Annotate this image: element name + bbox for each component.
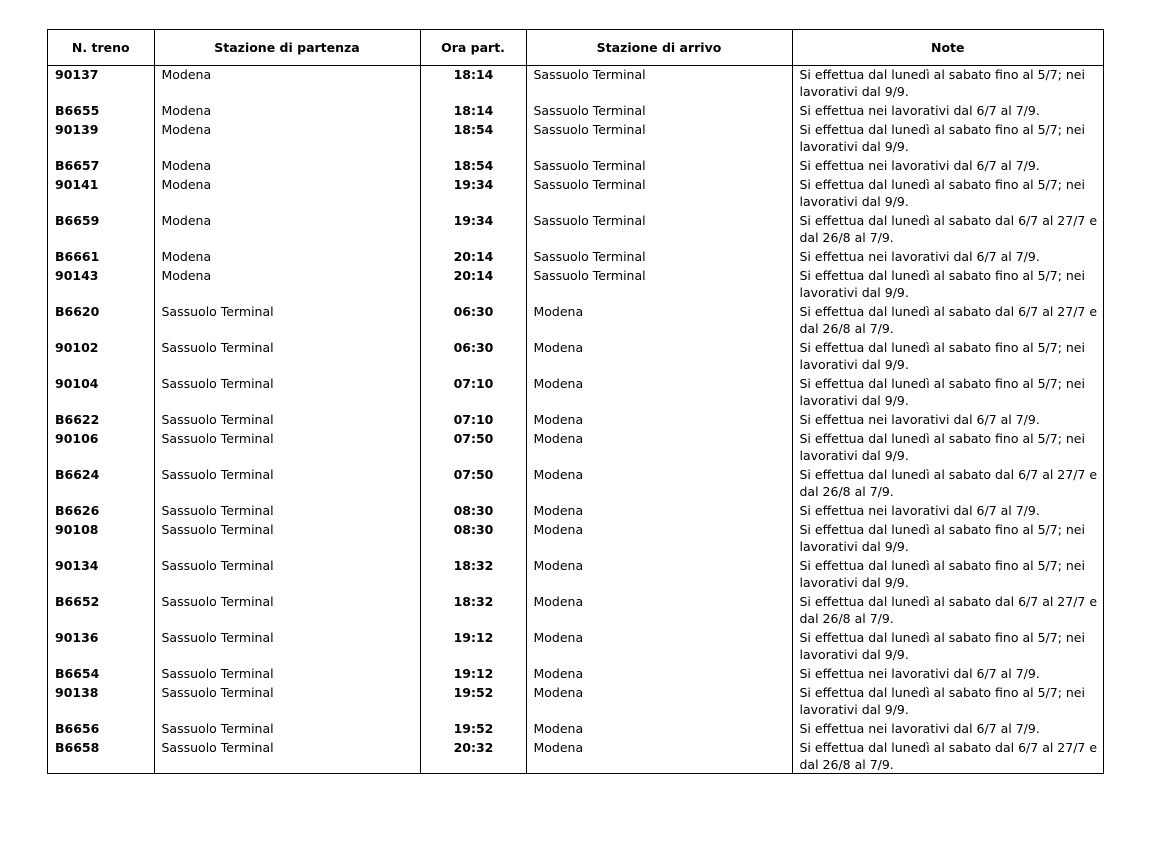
note-cell: Si effettua dal lunedì al sabato fino al 5/7; nei lavorativi dal 9/9. xyxy=(799,431,1085,463)
train-number-cell: 90139 xyxy=(48,121,154,157)
table-row xyxy=(48,339,1103,375)
header-train-number: N. treno xyxy=(48,30,154,66)
note-cell: Si effettua dal lunedì al sabato fino al 5/7; nei lavorativi dal 9/9. xyxy=(799,122,1085,154)
table-row xyxy=(48,629,1103,665)
departure-time-cell: 18:14 xyxy=(420,102,526,121)
departure-station-cell: Modena xyxy=(154,66,420,103)
departure-time-cell: 20:32 xyxy=(420,739,526,773)
departure-station-cell: Sassuolo Terminal xyxy=(154,593,420,629)
table-row xyxy=(48,720,1103,739)
train-number-cell: 90138 xyxy=(48,684,154,720)
arrival-station-cell: Sassuolo Terminal xyxy=(526,267,792,303)
note-cell: Si effettua dal lunedì al sabato fino al 5/7; nei lavorativi dal 9/9. xyxy=(799,630,1085,662)
train-number-cell: B6659 xyxy=(48,212,154,248)
header-arrival-station: Stazione di arrivo xyxy=(526,30,792,66)
departure-station-cell: Modena xyxy=(154,157,420,176)
arrival-station-cell: Modena xyxy=(526,521,792,557)
departure-station-cell: Sassuolo Terminal xyxy=(154,684,420,720)
train-number-cell: 90102 xyxy=(48,339,154,375)
train-number-cell: B6657 xyxy=(48,157,154,176)
departure-time-cell: 06:30 xyxy=(420,339,526,375)
note-cell: Si effettua nei lavorativi dal 6/7 al 7/9. xyxy=(799,412,1040,427)
departure-time-cell: 18:54 xyxy=(420,121,526,157)
table-row xyxy=(48,684,1103,720)
table-header xyxy=(48,30,1103,66)
table-row xyxy=(48,66,1103,103)
departure-time-cell: 06:30 xyxy=(420,303,526,339)
departure-station-cell: Sassuolo Terminal xyxy=(154,339,420,375)
train-number-cell: B6652 xyxy=(48,593,154,629)
table-row xyxy=(48,267,1103,303)
departure-station-cell: Sassuolo Terminal xyxy=(154,502,420,521)
train-timetable xyxy=(48,30,1103,773)
departure-time-cell: 19:34 xyxy=(420,212,526,248)
note-cell: Si effettua dal lunedì al sabato fino al 5/7; nei lavorativi dal 9/9. xyxy=(799,340,1085,372)
note-cell: Si effettua dal lunedì al sabato fino al 5/7; nei lavorativi dal 9/9. xyxy=(799,522,1085,554)
train-number-cell: B6654 xyxy=(48,665,154,684)
note-cell: Si effettua dal lunedì al sabato fino al 5/7; nei lavorativi dal 9/9. xyxy=(799,177,1085,209)
table-row xyxy=(48,557,1103,593)
table-row xyxy=(48,739,1103,773)
departure-station-cell: Sassuolo Terminal xyxy=(154,375,420,411)
train-number-cell: 90136 xyxy=(48,629,154,665)
header-departure-station: Stazione di partenza xyxy=(154,30,420,66)
train-number-cell: B6626 xyxy=(48,502,154,521)
note-cell: Si effettua dal lunedì al sabato dal 6/7 al 27/7 e dal 26/8 al 7/9. xyxy=(799,304,1098,336)
train-number-cell: 90143 xyxy=(48,267,154,303)
table-row xyxy=(48,176,1103,212)
departure-time-cell: 20:14 xyxy=(420,267,526,303)
note-cell: Si effettua dal lunedì al sabato fino al 5/7; nei lavorativi dal 9/9. xyxy=(799,67,1085,99)
train-number-cell: B6620 xyxy=(48,303,154,339)
train-number-cell: 90137 xyxy=(48,66,154,103)
arrival-station-cell: Modena xyxy=(526,339,792,375)
train-number-cell: B6655 xyxy=(48,102,154,121)
note-cell: Si effettua nei lavorativi dal 6/7 al 7/9. xyxy=(799,503,1040,518)
table-row xyxy=(48,102,1103,121)
table-row xyxy=(48,593,1103,629)
table-row xyxy=(48,212,1103,248)
departure-time-cell: 08:30 xyxy=(420,502,526,521)
departure-station-cell: Sassuolo Terminal xyxy=(154,720,420,739)
note-cell: Si effettua dal lunedì al sabato dal 6/7 al 27/7 e dal 26/8 al 7/9. xyxy=(799,467,1098,499)
departure-time-cell: 19:34 xyxy=(420,176,526,212)
table-row xyxy=(48,411,1103,430)
departure-station-cell: Modena xyxy=(154,212,420,248)
note-cell: Si effettua dal lunedì al sabato dal 6/7 al 27/7 e dal 26/8 al 7/9. xyxy=(799,740,1098,772)
departure-time-cell: 07:10 xyxy=(420,411,526,430)
note-cell: Si effettua nei lavorativi dal 6/7 al 7/9. xyxy=(799,103,1040,118)
departure-station-cell: Sassuolo Terminal xyxy=(154,739,420,773)
note-cell: Si effettua nei lavorativi dal 6/7 al 7/9. xyxy=(799,721,1040,736)
departure-time-cell: 20:14 xyxy=(420,248,526,267)
departure-station-cell: Modena xyxy=(154,248,420,267)
arrival-station-cell: Modena xyxy=(526,375,792,411)
arrival-station-cell: Sassuolo Terminal xyxy=(526,157,792,176)
train-number-cell: 90106 xyxy=(48,430,154,466)
departure-time-cell: 18:32 xyxy=(420,557,526,593)
departure-station-cell: Sassuolo Terminal xyxy=(154,466,420,502)
arrival-station-cell: Modena xyxy=(526,593,792,629)
arrival-station-cell: Modena xyxy=(526,466,792,502)
train-number-cell: 90108 xyxy=(48,521,154,557)
departure-time-cell: 08:30 xyxy=(420,521,526,557)
arrival-station-cell: Modena xyxy=(526,430,792,466)
departure-station-cell: Sassuolo Terminal xyxy=(154,557,420,593)
table-row xyxy=(48,665,1103,684)
arrival-station-cell: Sassuolo Terminal xyxy=(526,121,792,157)
departure-time-cell: 07:50 xyxy=(420,430,526,466)
note-cell: Si effettua nei lavorativi dal 6/7 al 7/9. xyxy=(799,666,1040,681)
departure-station-cell: Sassuolo Terminal xyxy=(154,521,420,557)
header-departure-time: Ora part. xyxy=(420,30,526,66)
departure-time-cell: 19:52 xyxy=(420,684,526,720)
arrival-station-cell: Sassuolo Terminal xyxy=(526,66,792,103)
arrival-station-cell: Modena xyxy=(526,502,792,521)
train-number-cell: B6661 xyxy=(48,248,154,267)
departure-time-cell: 07:50 xyxy=(420,466,526,502)
note-cell: Si effettua dal lunedì al sabato dal 6/7 al 27/7 e dal 26/8 al 7/9. xyxy=(799,594,1098,626)
departure-time-cell: 19:12 xyxy=(420,665,526,684)
table-row xyxy=(48,502,1103,521)
departure-station-cell: Sassuolo Terminal xyxy=(154,665,420,684)
train-number-cell: B6656 xyxy=(48,720,154,739)
departure-time-cell: 19:52 xyxy=(420,720,526,739)
departure-station-cell: Sassuolo Terminal xyxy=(154,303,420,339)
table-row xyxy=(48,121,1103,157)
timetable-container xyxy=(47,29,1104,774)
arrival-station-cell: Sassuolo Terminal xyxy=(526,212,792,248)
departure-time-cell: 07:10 xyxy=(420,375,526,411)
arrival-station-cell: Modena xyxy=(526,557,792,593)
table-row xyxy=(48,375,1103,411)
departure-station-cell: Modena xyxy=(154,102,420,121)
train-number-cell: 90104 xyxy=(48,375,154,411)
note-cell: Si effettua nei lavorativi dal 6/7 al 7/9. xyxy=(799,158,1040,173)
departure-station-cell: Sassuolo Terminal xyxy=(154,430,420,466)
header-notes: Note xyxy=(792,30,1103,66)
train-number-cell: B6624 xyxy=(48,466,154,502)
note-cell: Si effettua dal lunedì al sabato fino al 5/7; nei lavorativi dal 9/9. xyxy=(799,268,1085,300)
header-row xyxy=(48,30,1103,66)
arrival-station-cell: Modena xyxy=(526,665,792,684)
arrival-station-cell: Modena xyxy=(526,303,792,339)
table-row xyxy=(48,248,1103,267)
departure-time-cell: 18:54 xyxy=(420,157,526,176)
table-row xyxy=(48,521,1103,557)
arrival-station-cell: Modena xyxy=(526,629,792,665)
arrival-station-cell: Sassuolo Terminal xyxy=(526,248,792,267)
departure-station-cell: Sassuolo Terminal xyxy=(154,411,420,430)
departure-station-cell: Sassuolo Terminal xyxy=(154,629,420,665)
train-number-cell: 90141 xyxy=(48,176,154,212)
table-body xyxy=(48,66,1103,774)
table-row xyxy=(48,430,1103,466)
departure-time-cell: 18:32 xyxy=(420,593,526,629)
note-cell: Si effettua dal lunedì al sabato fino al 5/7; nei lavorativi dal 9/9. xyxy=(799,558,1085,590)
table-row xyxy=(48,466,1103,502)
departure-time-cell: 18:14 xyxy=(420,66,526,103)
departure-station-cell: Modena xyxy=(154,121,420,157)
arrival-station-cell: Modena xyxy=(526,684,792,720)
departure-station-cell: Modena xyxy=(154,267,420,303)
train-number-cell: 90134 xyxy=(48,557,154,593)
arrival-station-cell: Modena xyxy=(526,720,792,739)
note-cell: Si effettua nei lavorativi dal 6/7 al 7/9. xyxy=(799,249,1040,264)
arrival-station-cell: Modena xyxy=(526,739,792,773)
table-row xyxy=(48,303,1103,339)
departure-station-cell: Modena xyxy=(154,176,420,212)
arrival-station-cell: Sassuolo Terminal xyxy=(526,102,792,121)
arrival-station-cell: Modena xyxy=(526,411,792,430)
departure-time-cell: 19:12 xyxy=(420,629,526,665)
train-number-cell: B6622 xyxy=(48,411,154,430)
arrival-station-cell: Sassuolo Terminal xyxy=(526,176,792,212)
table-row xyxy=(48,157,1103,176)
note-cell: Si effettua dal lunedì al sabato fino al 5/7; nei lavorativi dal 9/9. xyxy=(799,685,1085,717)
note-cell: Si effettua dal lunedì al sabato fino al 5/7; nei lavorativi dal 9/9. xyxy=(799,376,1085,408)
note-cell: Si effettua dal lunedì al sabato dal 6/7 al 27/7 e dal 26/8 al 7/9. xyxy=(799,213,1098,245)
train-number-cell: B6658 xyxy=(48,739,154,773)
